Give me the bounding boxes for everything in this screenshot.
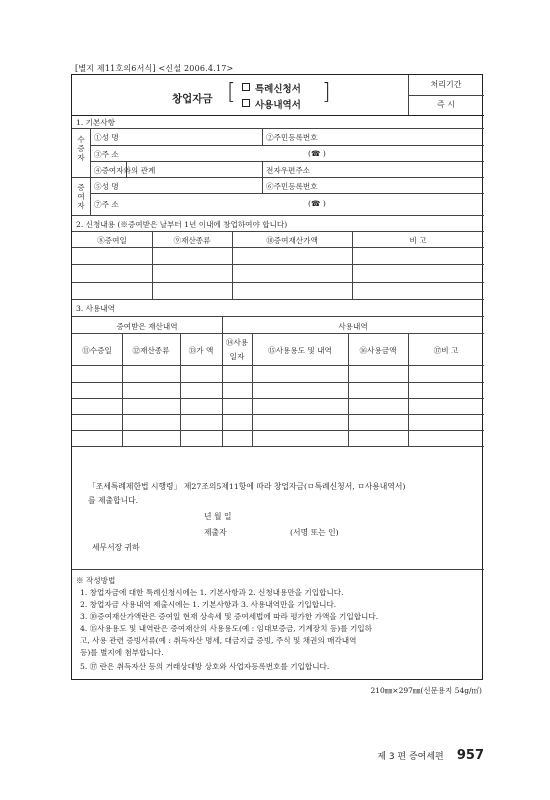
donee-resident-number-field: ②주민등록번호 bbox=[266, 133, 318, 142]
header-property-type: ⑨재산종류 bbox=[173, 236, 211, 245]
header-usage-purpose: ⑮사용용도 및 내역 bbox=[268, 346, 332, 355]
form-number-note: [별지 제11호의6서식] <신설 2006.4.17> bbox=[75, 64, 234, 73]
relation-field: ④증여자와의 관계 bbox=[94, 166, 156, 175]
processing-period-value: 즉 시 bbox=[437, 100, 455, 109]
group-received-property: 증여받은 재산내역 bbox=[116, 322, 178, 331]
header-receipt-date: ⑪수증일 bbox=[82, 346, 112, 355]
declaration-line2: 를 제출합니다. bbox=[88, 496, 139, 505]
donor-name-field: ⑤성 명 bbox=[94, 182, 119, 191]
application-form bbox=[71, 74, 483, 680]
header-usage-amount: ⑯사용금액 bbox=[359, 346, 397, 355]
paper-size-note: 210㎜×297㎜(신문용지 54g/㎡) bbox=[370, 686, 482, 695]
instruction-item: 4. ⑮사용용도 및 내역란은 증여재산의 사용용도(예 : 임대보증금, 기계장치 등)를 기입하 bbox=[80, 624, 372, 633]
page-number: 957 bbox=[456, 748, 484, 763]
header-usage-date-2: 일자 bbox=[229, 352, 245, 361]
section-label: 제 3 편 증여세편 bbox=[377, 752, 444, 762]
section1-title: 1. 기본사항 bbox=[76, 118, 116, 127]
checkbox-icon[interactable] bbox=[242, 99, 250, 107]
instruction-item: 5. ⑰ 란은 취득자산 등의 거래상대방 상호와 사업자등록번호를 기입합니다. bbox=[80, 662, 330, 671]
option-special-application[interactable]: 특례신청서 bbox=[242, 81, 301, 95]
signature-note: (서명 또는 인) bbox=[290, 528, 339, 537]
title-block bbox=[72, 75, 408, 115]
header-amount: ⑬가 액 bbox=[188, 346, 214, 355]
donee-name-field: ①성 명 bbox=[94, 133, 119, 142]
processing-period-label: 처리기간 bbox=[430, 80, 462, 89]
header-usage-date-1: ⑭사용 bbox=[225, 338, 249, 347]
donee-label: 수 증 자 bbox=[77, 135, 85, 162]
header-usage-remarks: ⑰비 고 bbox=[433, 346, 459, 355]
donor-phone-field: (☎ ) bbox=[308, 199, 326, 208]
section3-title: 3. 사용내역 bbox=[76, 304, 116, 313]
option-usage-statement[interactable]: 사용내역서 bbox=[242, 97, 301, 111]
section2-title: 2. 신청내용 (※증여받은 날부터 1년 이내에 창업하여야 합니다) bbox=[76, 220, 288, 229]
submitter-label: 제출자 bbox=[204, 528, 227, 537]
checkbox-icon[interactable] bbox=[242, 83, 250, 91]
header-remarks: 비 고 bbox=[409, 236, 427, 245]
donor-address-field: ⑦주 소 bbox=[94, 200, 119, 209]
instruction-item: 1. 창업자금에 대한 특례신청시에는 1. 기본사항과 2. 신청내용만을 기입합니다. bbox=[80, 588, 344, 597]
form-title: 창업자금 bbox=[172, 93, 213, 105]
left-bracket: [ bbox=[227, 80, 236, 105]
instruction-item: 2. 창업자금 사용내역 제출시에는 1. 기본사항과 3. 사용내역만을 기입합니다. bbox=[80, 600, 337, 609]
instruction-item: 등)를 별지에 첨부합니다. bbox=[80, 648, 164, 657]
header-gift-date: ⑧증여일 bbox=[97, 236, 127, 245]
donee-phone-field: (☎ ) bbox=[308, 149, 326, 158]
page-footer bbox=[377, 744, 484, 763]
instruction-item: 3. ⑩증여재산가액란은 증여일 현재 상속세 및 증여세법에 따라 평가한 가액을 기입합니다. bbox=[80, 612, 379, 621]
email-field: 전자우편주소 bbox=[266, 166, 311, 175]
right-bracket: ] bbox=[322, 80, 331, 105]
header-usage-property-type: ⑫재산종류 bbox=[132, 346, 170, 355]
donor-label: 증 여 자 bbox=[77, 183, 85, 210]
header-gift-value: ⑩증여재산가액 bbox=[266, 236, 318, 245]
donor-resident-number-field: ⑥주민등록번호 bbox=[266, 182, 318, 191]
group-usage: 사용내역 bbox=[338, 322, 368, 331]
declaration-line1: 「조세특례제한법 시행령」 제27조의5제11항에 따라 창업자금(ㅁ특례신청서, ㅁ사용내역서) bbox=[88, 482, 406, 491]
donee-address-field: ③주 소 bbox=[94, 150, 119, 159]
recipient: 세무서장 귀하 bbox=[92, 543, 140, 552]
declaration-date: 년 월 일 bbox=[204, 512, 232, 521]
instruction-item: 고, 사용 관련 증빙서류(예 : 취득자산 명세, 대금지급 증빙, 주식 및 채권의 매각내역 bbox=[80, 636, 357, 645]
instructions-title: ※ 작성방법 bbox=[76, 576, 116, 585]
